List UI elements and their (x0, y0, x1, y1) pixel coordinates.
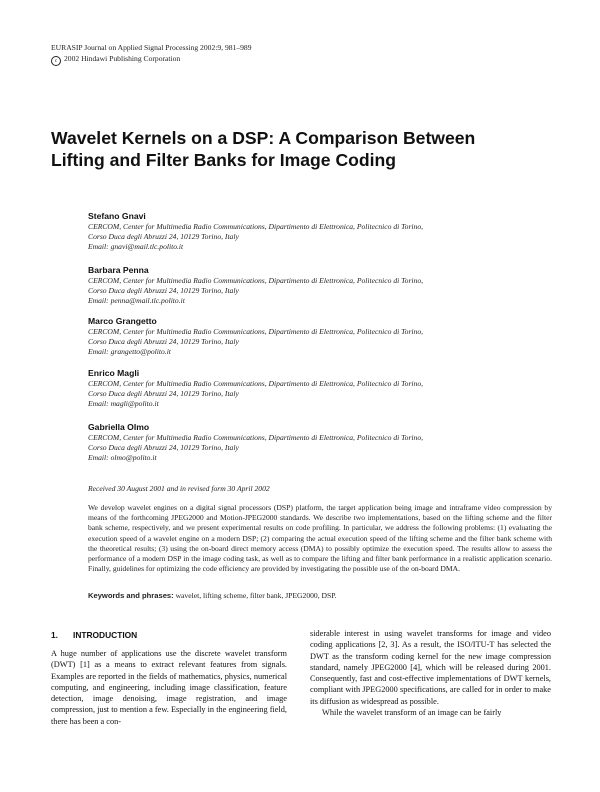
author-address: Corso Duca degli Abruzzi 24, 10129 Torino, Italy (88, 232, 239, 242)
keywords-text: wavelet, lifting scheme, filter bank, JPEG2000, DSP. (175, 591, 337, 600)
author-address: Corso Duca degli Abruzzi 24, 10129 Torino, Italy (88, 443, 239, 453)
abstract: We develop wavelet engines on a digital signal processors (DSP) platform, the target application being image and intraframe video compression by means of the forthcoming JPEG2000 and Motion-JPEG2000 standards. We describe two implementations, based on the lifting scheme and the filter bank scheme, respectively, and we present experimental results on code profiling. In particular, we address the following problems: (1) evaluating the execution speed of a wavelet engine on a modern DSP; (2) comparing the actual execution speed of the lifting scheme and the filter bank scheme with the theoretical results; (3) using the on-board direct memory access (DMA) to possibly optimize the execution speed. The results allow to assess the performance of a modern DSP in the image coding task, as well as to compare the lifting and filter bank performance in a realistic application scenario. Finally, guidelines for optimizing the code efficiency are provided by investigating the possible use of the on-board DMA. (88, 503, 552, 574)
journal-citation: EURASIP Journal on Applied Signal Processing 2002:9, 981–989 (51, 43, 252, 52)
author-affiliation: CERCOM, Center for Multimedia Radio Communications, Dipartimento di Elettronica, Politecnico di Torino, (88, 276, 424, 285)
author-address: Corso Duca degli Abruzzi 24, 10129 Torino, Italy (88, 389, 239, 399)
author-block (88, 264, 558, 307)
copyright-text: 2002 Hindawi Publishing Corporation (64, 54, 181, 63)
author-address: Corso Duca degli Abruzzi 24, 10129 Torino, Italy (88, 286, 239, 296)
section-number: 1. (51, 630, 58, 640)
author-address: Corso Duca degli Abruzzi 24, 10129 Torino, Italy (88, 337, 239, 347)
body-paragraph: siderable interest in using wavelet transforms for image and video coding applications [2, 3]. As a result, the ISO/ITU-T has selected the DWT as the transform coding kernel for the new image compression standard, namely JPEG2000 [4], which will be released during 2001. Consequently, fast and cost-effective implementations of DWT kernels, compliant with JPEG2000 specifications, are called for in order to make its diffusion as widespread as possible. (310, 629, 551, 706)
copyright-line (51, 54, 180, 66)
body-column-left: A huge number of applications use the discrete wavelet transform (DWT) [1] as a means to extract relevant features from signals. Examples are reported in the fields of mathematics, physics, numerical computing, and engineering, including image classification, feature detection, image denoising, image registration, and image compression, just to mention a few. Especially in the engineering field, there has been a con- (51, 649, 287, 726)
author-affiliation: CERCOM, Center for Multimedia Radio Communications, Dipartimento di Elettronica, Politecnico di Torino, (88, 222, 424, 231)
author-affiliation: CERCOM, Center for Multimedia Radio Communications, Dipartimento di Elettronica, Politecnico di Torino, (88, 433, 424, 442)
author-name: Stefano Gnavi (88, 211, 146, 221)
title-line-2: Lifting and Filter Banks for Image Coding (51, 150, 397, 170)
keywords (88, 591, 552, 601)
author-email: Email: magli@polito.it (88, 399, 159, 409)
section-title: INTRODUCTION (73, 630, 138, 640)
body-column-right (310, 628, 551, 718)
received-dates: Received 30 August 2001 and in revised form 30 April 2002 (88, 484, 270, 493)
copyright-icon: c (51, 56, 61, 66)
title-line-1: Wavelet Kernels on a DSP: A Comparison Between (51, 128, 476, 148)
keywords-label: Keywords and phrases: (88, 591, 174, 600)
author-affiliation: CERCOM, Center for Multimedia Radio Communications, Dipartimento di Elettronica, Politecnico di Torino, (88, 379, 424, 388)
author-email: Email: gnavi@mail.tlc.polito.it (88, 242, 184, 252)
author-email: Email: grangetto@polito.it (88, 347, 171, 357)
author-block (88, 367, 558, 410)
author-block (88, 421, 558, 464)
author-block (88, 315, 558, 358)
author-affiliation: CERCOM, Center for Multimedia Radio Communications, Dipartimento di Elettronica, Politecnico di Torino, (88, 327, 424, 336)
author-name: Gabriella Olmo (88, 422, 150, 432)
author-name: Barbara Penna (88, 265, 149, 275)
author-block (88, 210, 558, 253)
author-name: Enrico Magli (88, 368, 140, 378)
section-heading (51, 630, 137, 641)
paper-title (51, 127, 571, 171)
author-name: Marco Grangetto (88, 316, 157, 326)
author-email: Email: olmo@polito.it (88, 453, 157, 463)
body-paragraph: While the wavelet transform of an image can be fairly (322, 708, 502, 718)
author-email: Email: penna@mail.tlc.polito.it (88, 296, 185, 306)
